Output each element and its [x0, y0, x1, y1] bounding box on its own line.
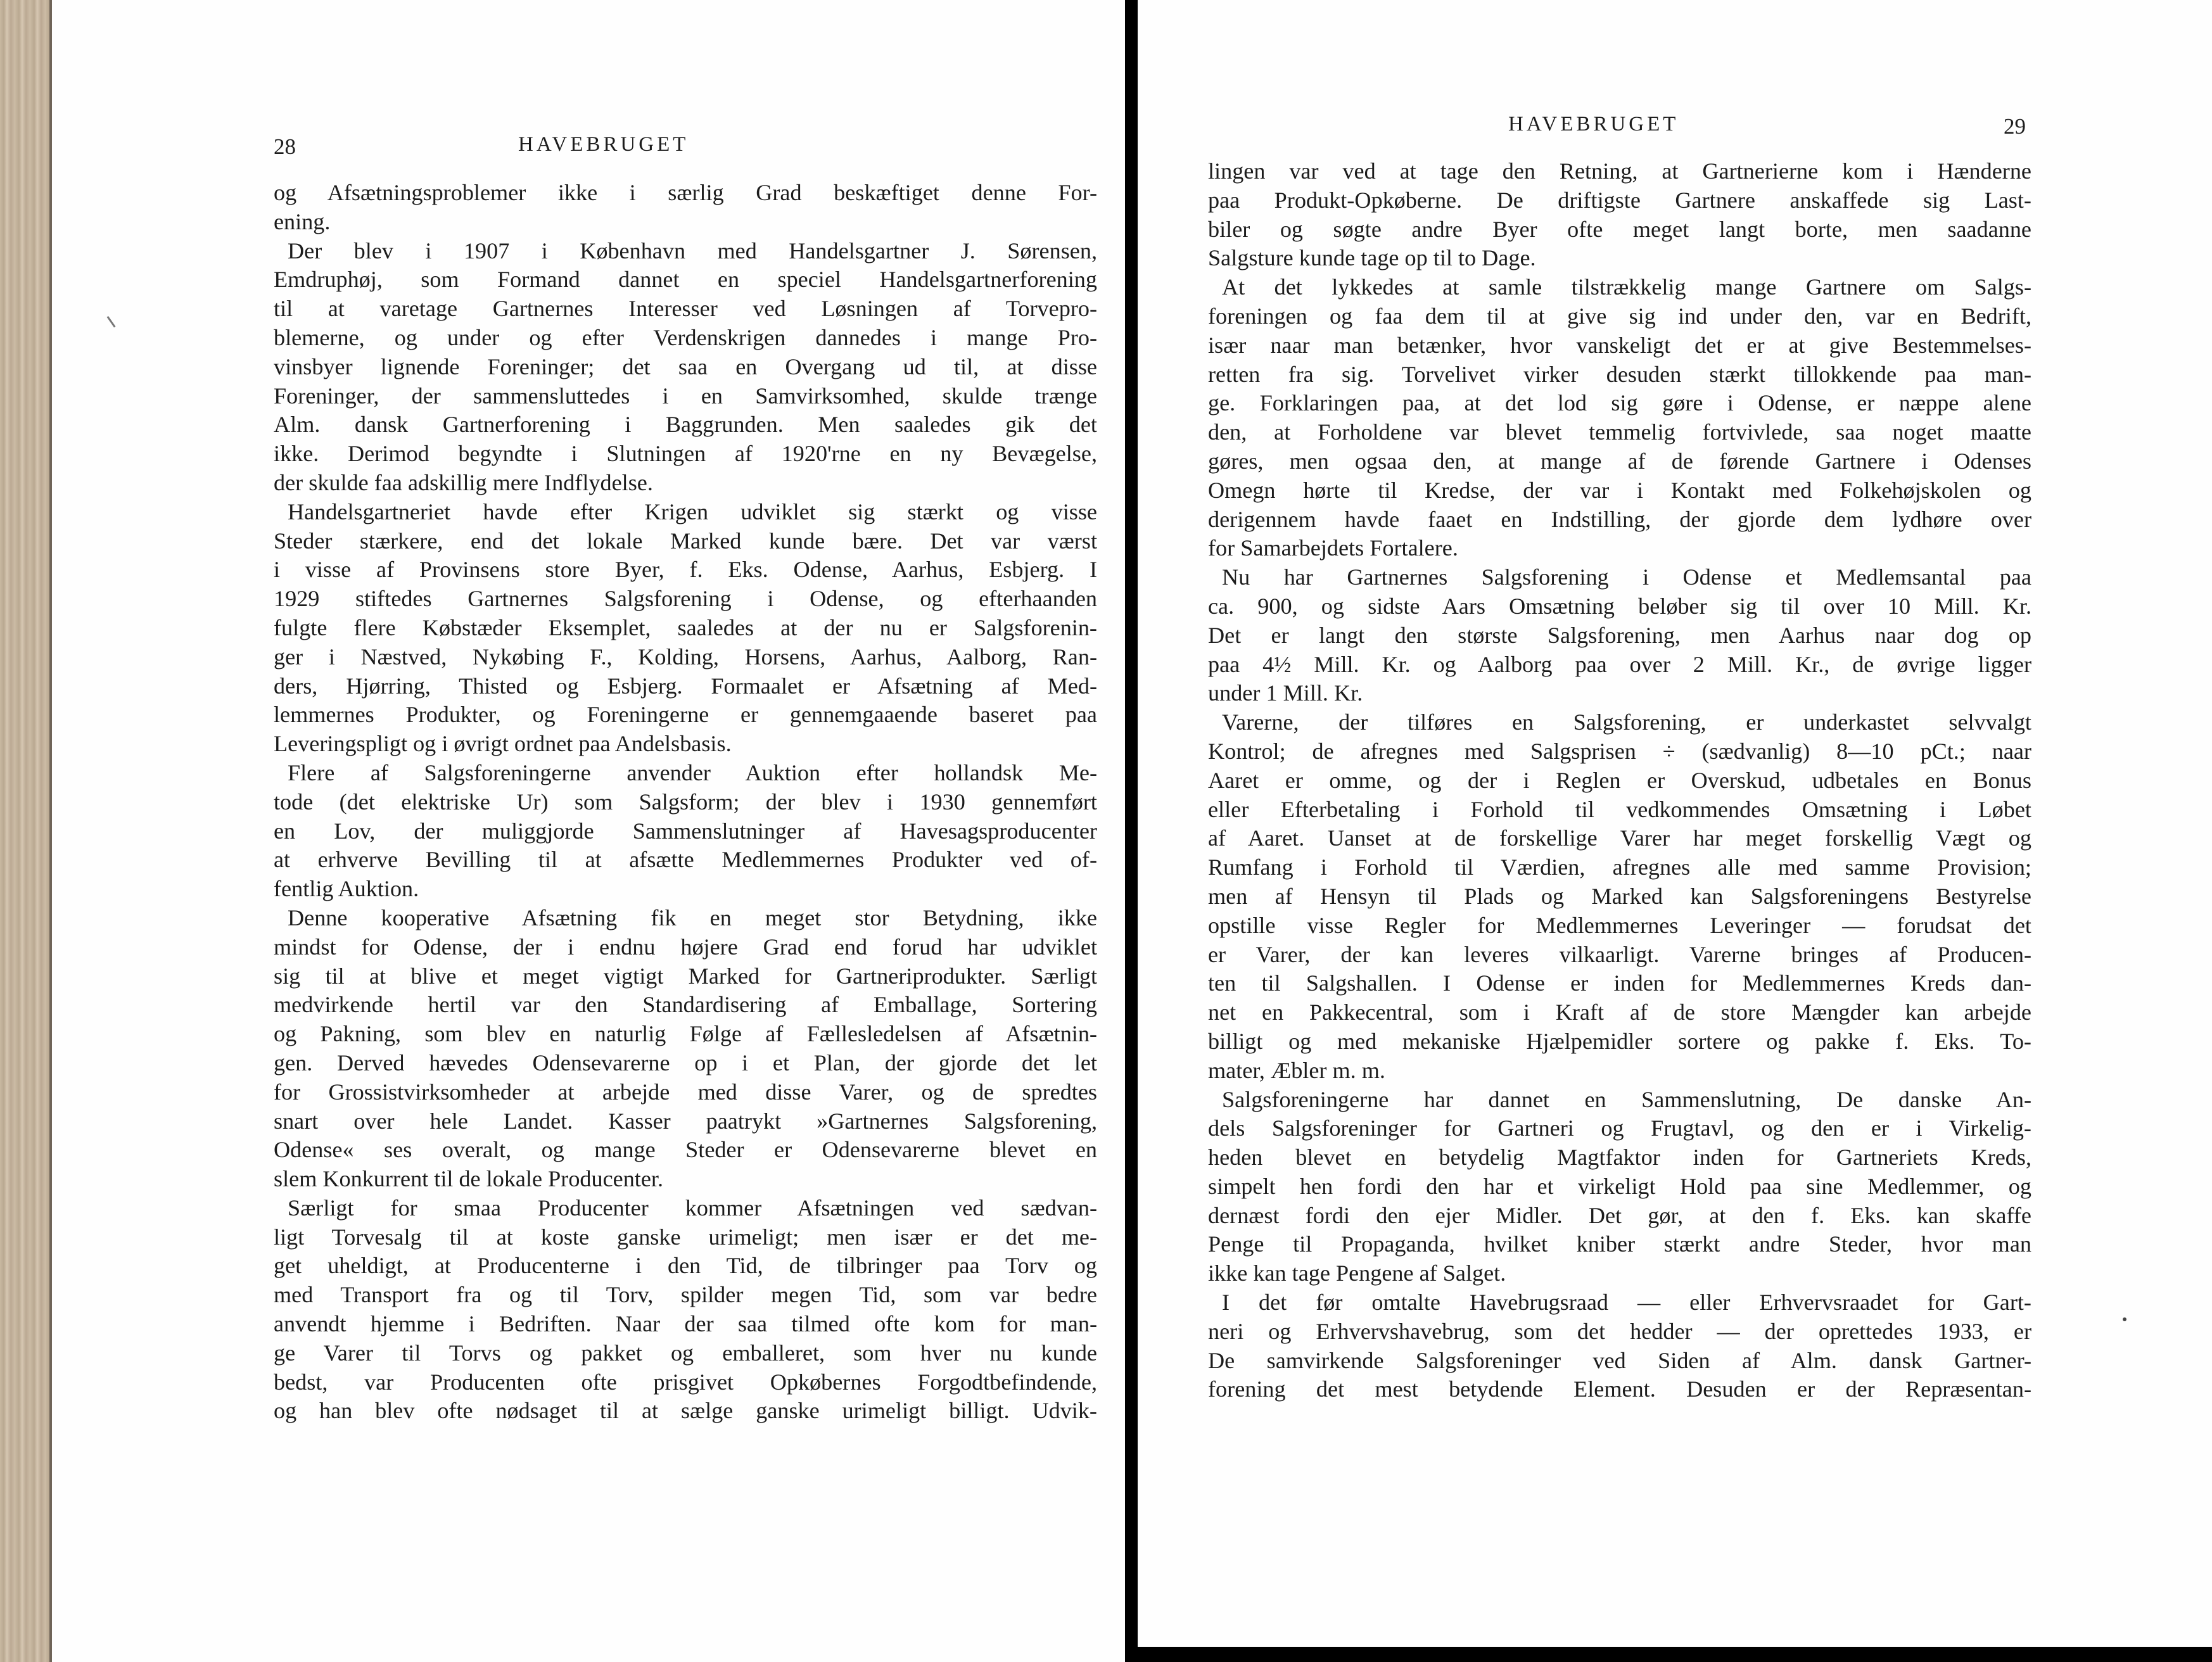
- text-line: neri og Erhvervshavebrug, som det hedder — der oprettedes 1933, er: [1208, 1318, 2031, 1344]
- text-line: Flere af Salgsforeningerne anvender Auktion efter hollandsk Me-: [288, 759, 1097, 785]
- text-line: Det er langt den største Salgsforening, men Aarhus naar dog op: [1208, 622, 2031, 648]
- text-line: men af Hensyn til Plads og Marked kan Salgsforeningens Bestyrelse: [1208, 883, 2031, 909]
- text-line: for Samarbejdets Fortalere.: [1208, 535, 1458, 561]
- text-line: for Grossistvirksomheder at arbejde med disse Varer, og de spredtes: [274, 1079, 1097, 1105]
- right-page: [1138, 0, 2212, 1647]
- text-line: med Transport fra og til Torv, spilder megen Tid, som var bedre: [274, 1282, 1097, 1308]
- text-line: Omegn hørte til Kredse, der var i Kontakt med Folkehøjskolen og: [1208, 477, 2031, 503]
- text-line: get uheldigt, at Producenterne i den Tid, de tilbringer paa Torv og: [274, 1253, 1097, 1279]
- text-line: ikke kan tage Pengene af Salget.: [1208, 1260, 1506, 1286]
- text-line: Denne kooperative Afsætning fik en meget stor Betydning, ikke: [288, 904, 1097, 930]
- text-line: og Afsætningsproblemer ikke i særlig Grad beskæftiget denne For-: [274, 180, 1097, 205]
- page-number: 28: [274, 134, 296, 159]
- text-line: fulgte flere Købstæder Eksemplet, saaledes at der nu er Salgsforenin-: [274, 614, 1097, 640]
- gutter: [1125, 0, 1138, 1662]
- text-line: og han blev ofte nødsaget til at sælge ganske urimeligt billigt. Udvik-: [274, 1398, 1097, 1424]
- text-line: foreningen og faa dem til at give sig ind under den, var en Bedrift,: [1208, 303, 2031, 329]
- text-line: tode (det elektriske Ur) som Salgsform; der blev i 1930 gennemført: [274, 789, 1097, 815]
- text-line: billigt og med mekaniske Hjælpemidler sortere og pakke f. Eks. To-: [1208, 1028, 2031, 1054]
- text-line: paa 4½ Mill. Kr. og Aalborg paa over 2 Mill. Kr., de øvrige ligger: [1208, 651, 2031, 677]
- text-line: ligt Torvesalg til at koste ganske urimeligt; men især er det me-: [274, 1224, 1097, 1250]
- paper-speck: [2123, 1317, 2126, 1321]
- running-head: HAVEBRUGET: [1508, 113, 1679, 136]
- text-line: Der blev i 1907 i København med Handelsgartner J. Sørensen,: [288, 238, 1097, 263]
- text-line: ge. Forklaringen paa, at det lod sig gøre i Odense, er næppe alene: [1208, 390, 2031, 416]
- text-line: snart over hele Landet. Kasser paatrykt »Gartnernes Salgsforening,: [274, 1108, 1097, 1134]
- text-line: I det før omtalte Havebrugsraad — eller Erhvervsraadet for Gart-: [1222, 1290, 2031, 1316]
- text-line: 1929 stiftedes Gartnernes Salgsforening i Odense, og efterhaanden: [274, 586, 1097, 612]
- book-spine-edge: [0, 0, 52, 1662]
- text-line: Steder stærkere, end det lokale Marked kunde bære. Det var værst: [274, 528, 1097, 554]
- text-line: Leveringspligt og i øvrigt ordnet paa Andelsbasis.: [274, 731, 732, 757]
- text-line: en Lov, der muliggjorde Sammenslutninger af Havesagsproducenter: [274, 818, 1097, 844]
- text-line: anvendt hjemme i Bedriften. Naar der saa tilmed ofte kom for man-: [274, 1311, 1097, 1337]
- text-line: derigennem havde faaet en Indstilling, der gjorde dem lydhøre over: [1208, 506, 2031, 532]
- text-line: dernæst fordi den ejer Midler. Det gør, at den f. Eks. kan skaffe: [1208, 1202, 2031, 1228]
- text-line: af Aaret. Uanset at de forskellige Varer har meget forskellig Vægt og: [1208, 825, 2031, 851]
- text-line: lemmernes Produkter, og Foreningerne er gennemgaaende baseret paa: [274, 702, 1097, 728]
- text-line: Alm. dansk Gartnerforening i Baggrunden. Men saaledes gik det: [274, 412, 1097, 438]
- text-line: dels Salgsforeninger for Gartneri og Frugtavl, og den er i Virkelig-: [1208, 1115, 2031, 1141]
- text-line: opstille visse Regler for Medlemmernes Leveringer — forudsat det: [1208, 912, 2031, 938]
- text-line: mater, Æbler m. m.: [1208, 1057, 1385, 1083]
- text-line: den, at Forholdene var blevet temmelig fortvivlede, saa noget maatte: [1208, 419, 2031, 445]
- text-line: vinsbyer lignende Foreninger; det saa en Overgang ud til, at disse: [274, 353, 1097, 379]
- text-line: ca. 900, og sidste Aars Omsætning beløber sig til over 10 Mill. Kr.: [1208, 593, 2031, 619]
- text-line: der skulde faa adskillig mere Indflydelse.: [274, 469, 653, 495]
- running-head: HAVEBRUGET: [518, 133, 689, 156]
- text-line: Nu har Gartnernes Salgsforening i Odense et Medlemsantal paa: [1222, 564, 2031, 590]
- text-line: Rumfang i Forhold til Værdien, afregnes alle med samme Provision;: [1208, 854, 2031, 880]
- text-line: slem Konkurrent til de lokale Producenter.: [274, 1166, 664, 1192]
- text-line: De samvirkende Salgsforeninger ved Siden af Alm. dansk Gartner-: [1208, 1347, 2031, 1373]
- text-line: i visse af Provinsens store Byer, f. Eks. Odense, Aarhus, Esbjerg. I: [274, 557, 1097, 583]
- text-line: medvirkende hertil var den Standardisering af Emballage, Sortering: [274, 992, 1097, 1018]
- text-line: til at varetage Gartnernes Interesser ved Løsningen af Torvepro-: [274, 296, 1097, 322]
- text-line: mindst for Odense, der i endnu højere Grad end forud har udviklet: [274, 934, 1097, 960]
- text-line: Kontrol; de afregnes med Salgsprisen ÷ (sædvanlig) 8—10 pCt.; naar: [1208, 738, 2031, 764]
- text-line: At det lykkedes at samle tilstrækkelig mange Gartnere om Salgs-: [1222, 274, 2031, 300]
- text-line: gen. Derved hævedes Odensevarerne op i et Plan, der gjorde det let: [274, 1050, 1097, 1075]
- text-line: ten til Salgshallen. I Odense er inden for Medlemmernes Kreds dan-: [1208, 970, 2031, 996]
- text-line: bedst, var Producenten ofte prisgivet Opkøbernes Forgodtbefindende,: [274, 1369, 1097, 1395]
- text-line: eller Efterbetaling i Forhold til vedkommendes Omsætning i Løbet: [1208, 796, 2031, 822]
- text-line: lingen var ved at tage den Retning, at Gartnerierne kom i Hænderne: [1208, 158, 2031, 184]
- left-page: [52, 0, 1125, 1662]
- text-line: at erhverve Bevilling til at afsætte Medlemmernes Produkter ved of-: [274, 847, 1097, 873]
- text-line: og Pakning, som blev en naturlig Følge af Fællesledelsen af Afsætnin-: [274, 1021, 1097, 1047]
- body-text: [274, 179, 1097, 1426]
- text-line: Odense« ses overalt, og mange Steder er Odensevarerne blevet en: [274, 1137, 1097, 1163]
- text-line: forening det mest betydende Element. Desuden er der Repræsentan-: [1208, 1376, 2031, 1402]
- text-line: ening.: [274, 208, 331, 234]
- text-line: Foreninger, der sammensluttedes i en Samvirksomhed, skulde trænge: [274, 383, 1097, 409]
- text-line: Salgsture kunde tage op til to Dage.: [1208, 245, 1536, 271]
- text-line: Salgsforeningerne har dannet en Sammenslutning, De danske An-: [1222, 1086, 2031, 1112]
- text-line: net en Pakkecentral, som i Kraft af de store Mængder kan arbejde: [1208, 999, 2031, 1025]
- text-line: paa Produkt-Opkøberne. De driftigste Gartnere anskaffede sig Last-: [1208, 187, 2031, 213]
- text-line: Særligt for smaa Producenter kommer Afsætningen ved sædvan-: [288, 1195, 1097, 1221]
- text-line: under 1 Mill. Kr.: [1208, 680, 1363, 706]
- text-line: gøres, men ogsaa den, at mange af de førende Gartnere i Odenses: [1208, 448, 2031, 474]
- text-line: Emdruphøj, som Formand dannet en speciel Handelsgartnerforening: [274, 267, 1097, 293]
- text-line: fentlig Auktion.: [274, 876, 419, 902]
- text-line: Penge til Propaganda, hvilket kniber stærkt andre Steder, hvor man: [1208, 1231, 2031, 1257]
- body-text: [1208, 157, 2031, 1404]
- text-line: ge Varer til Torvs og pakket og emballeret, som hver nu kunde: [274, 1340, 1097, 1366]
- text-line: især naar man betænker, hvor vanskeligt det er at give Bestemmelses-: [1208, 332, 2031, 358]
- text-line: simpelt hen fordi den har et virkeligt Hold paa sine Medlemmer, og: [1208, 1173, 2031, 1199]
- text-line: ders, Hjørring, Thisted og Esbjerg. Formaalet er Afsætning af Med-: [274, 673, 1097, 699]
- page-number: 29: [2004, 114, 2026, 139]
- text-line: Varerne, der tilføres en Salgsforening, er underkastet selvvalgt: [1222, 709, 2031, 735]
- text-line: biler og søgte andre Byer ofte meget langt borte, men saadanne: [1208, 216, 2031, 242]
- text-line: Handelsgartneriet havde efter Krigen udviklet sig stærkt og visse: [288, 498, 1097, 524]
- text-line: er Varer, der kan leveres vilkaarligt. Varerne bringes af Producen-: [1208, 941, 2031, 967]
- text-line: blemerne, og under og efter Verdenskrigen dannedes i mange Pro-: [274, 324, 1097, 350]
- margin-pencil-mark: [107, 316, 116, 327]
- text-line: Aaret er omme, og der i Reglen er Overskud, udbetales en Bonus: [1208, 767, 2031, 793]
- text-line: retten fra sig. Torvelivet virker desuden stærkt tillokkende paa man-: [1208, 361, 2031, 387]
- text-line: ger i Næstved, Nykøbing F., Kolding, Horsens, Aarhus, Aalborg, Ran-: [274, 644, 1097, 669]
- text-line: heden blevet en betydelig Magtfaktor inden for Gartneriets Kreds,: [1208, 1145, 2031, 1170]
- text-line: ikke. Derimod begyndte i Slutningen af 1920'rne en ny Bevægelse,: [274, 441, 1097, 467]
- text-line: sig til at blive et meget vigtigt Marked for Gartneriprodukter. Særligt: [274, 963, 1097, 989]
